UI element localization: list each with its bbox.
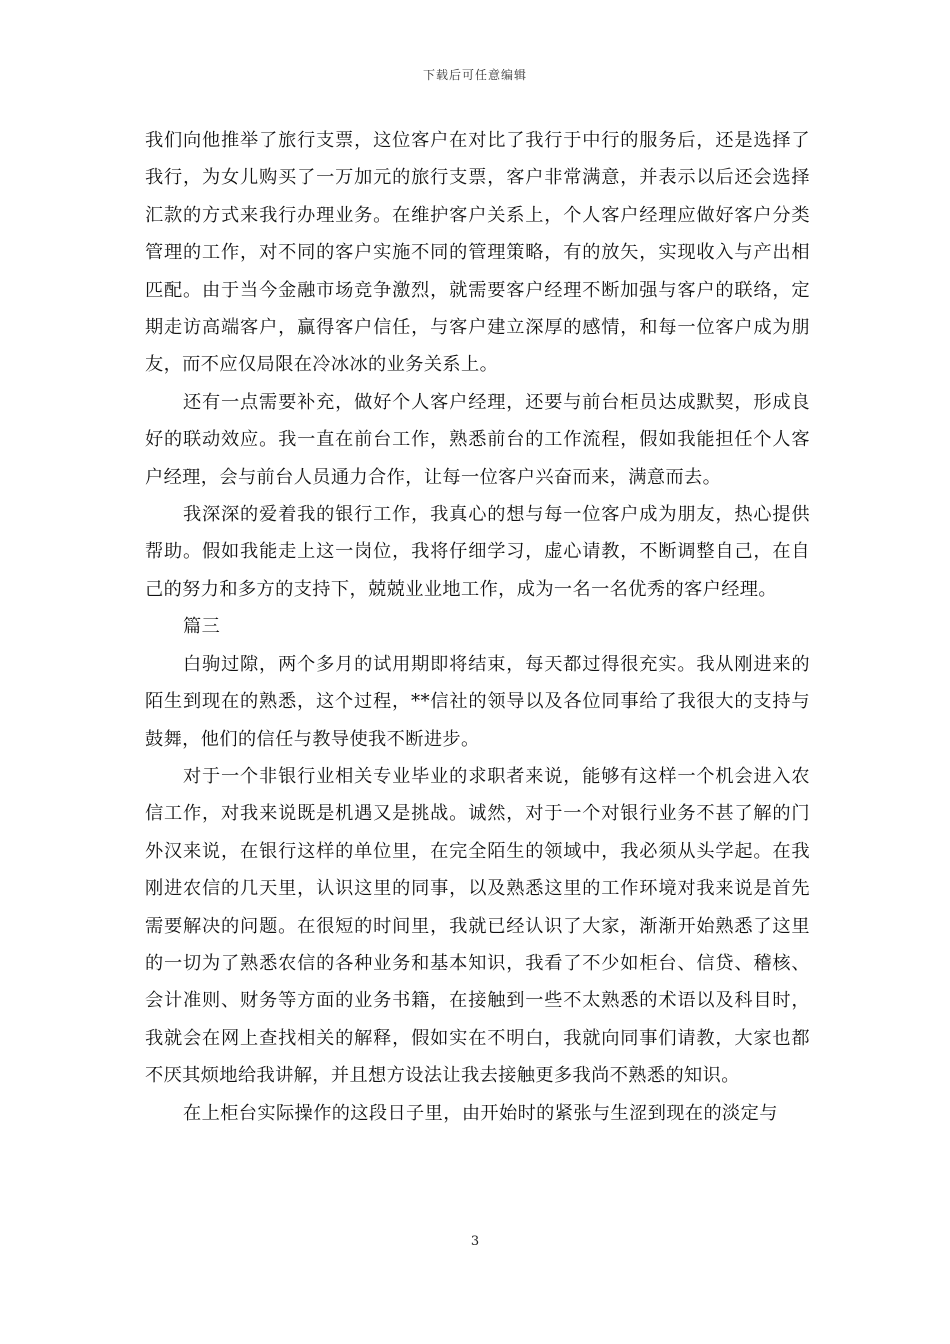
paragraph-1: 我们向他推举了旅行支票，这位客户在对比了我行于中行的服务后，还是选择了我行，为女儿购买了一万加元的旅行支票，客户非常满意，并表示以后还会选择汇款的方式来我行办理业务。在维护客户关系上，个人客户经理应做好客户分类管理的工作，对不同的客户实施不同的管理策略，有的放矢，实现收入与产出相匹配。由于当今金融市场竞争激烈，就需要客户经理不断加强与客户的联络，定期走访高端客户，赢得客户信任，与客户建立深厚的感情，和每一位客户成为朋友，而不应仅局限在冷冰冰的业务关系上。 xyxy=(145,130,810,376)
section-heading: 篇三 xyxy=(183,616,221,638)
paragraph-5: 对于一个非银行业相关专业毕业的求职者来说，能够有这样一个机会进入农信工作，对我来说既是机遇又是挑战。诚然，对于一个对银行业务不甚了解的门外汉来说，在银行这样的单位里，在完全陌生的领域中，我必须从头学起。在我刚进农信的几天里，认识这里的同事，以及熟悉这里的工作环境对我来说是首先需要解决的问题。在很短的时间里，我就已经认识了大家，渐渐开始熟悉了这里的一切为了熟悉农信的各种业务和基本知识，我看了不少如柜台、信贷、稽核、会计准则、财务等方面的业务书籍，在接触到一些不太熟悉的术语以及科目时，我就会在网上查找相关的解释，假如实在不明白，我就向同事们请教，大家也都不厌其烦地给我讲解，并且想方设法让我去接触更多我尚不熟悉的知识。 xyxy=(145,765,810,1087)
paragraph-4: 白驹过隙，两个多月的试用期即将结束，每天都过得很充实。我从刚进来的陌生到现在的熟悉，这个过程，**信社的领导以及各位同事给了我很大的支持与鼓舞，他们的信任与教导使我不断进步。 xyxy=(145,653,810,750)
page-header: 下载后可任意编辑 xyxy=(422,68,527,82)
paragraph-6: 在上柜台实际操作的这段日子里，由开始时的紧张与生涩到现在的淡定与 xyxy=(183,1102,778,1124)
document-body xyxy=(145,122,810,1132)
page-number: 3 xyxy=(470,1234,480,1249)
paragraph-3: 我深深的爱着我的银行工作，我真心的想与每一位客户成为朋友，热心提供帮助。假如我能走上这一岗位，我将仔细学习，虚心请教，不断调整自己，在自己的努力和多方的支持下，兢兢业业地工作，成为一名一名优秀的客户经理。 xyxy=(145,504,810,600)
paragraph-2: 还有一点需要补充，做好个人客户经理，还要与前台柜员达成默契，形成良好的联动效应。我一直在前台工作，熟悉前台的工作流程，假如我能担任个人客户经理，会与前台人员通力合作，让每一位客户兴奋而来，满意而去。 xyxy=(145,391,810,488)
